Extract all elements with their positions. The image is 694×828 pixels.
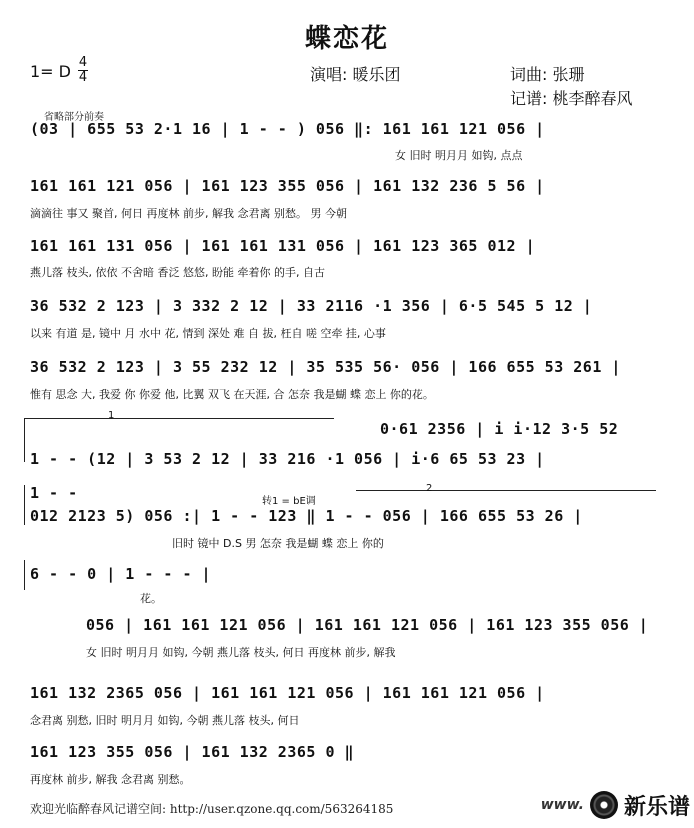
record-icon [590, 791, 618, 819]
notation-line: 161 123 355 056 | 161 132 2365 0 ‖ [30, 743, 355, 761]
lyric-line: 女 旧时 明月月 如钩, 今朝 燕儿落 枝头, 何日 再度林 前步, 解我 [86, 646, 396, 659]
time-signature [78, 56, 88, 85]
lyric-line: 旧时 镜中 D.S 男 怎奈 我是蝴 蝶 恋上 你的 [172, 537, 384, 550]
system-bracket [24, 560, 25, 590]
lyric-line: 念君离 别愁, 旧时 明月月 如钩, 今朝 燕儿落 枝头, 何日 [30, 714, 300, 727]
singer-credit: 演唱: 暖乐团 [310, 65, 401, 84]
notation-line: 012 2123 5) 056 :| 1 - - 123 ‖ 1 - - 056 | 166 655 53 26 | [30, 507, 583, 525]
notation-line: 1 - - (12 | 3 53 2 12 | 33 216 ·1 056 | i·6 65 53 23 | [30, 450, 545, 468]
key-signature: 1= D [30, 62, 71, 81]
notation-line: 0·61 2356 | i i·12 3·5 52 [380, 420, 619, 438]
lyric-line: 以来 有道 是, 镜中 月 水中 花, 情到 深处 难 自 拔, 枉自 嗟 空牵 挂, 心事 [30, 327, 386, 340]
intro-note: 省略部分前奏 [44, 112, 104, 123]
notation-line: 056 | 161 161 121 056 | 161 161 121 056 | 161 123 355 056 | [86, 616, 649, 634]
volta-number: 1 [108, 410, 115, 421]
modulation-mark: 转1 = bE调 [262, 496, 316, 507]
song-title: 蝶恋花 [304, 24, 389, 54]
notation-line: 36 532 2 123 | 3 332 2 12 | 33 2116 ·1 356 | 6·5 545 5 12 | [30, 297, 593, 315]
volta-bracket [24, 418, 334, 419]
footer-text: 欢迎光临醉春风记谱空间: http://user.qzone.qq.com/563264185 [30, 802, 394, 816]
system-bracket [24, 485, 25, 525]
lyric-line: 惟有 思念 大, 我爱 你 你爱 他, 比翼 双飞 在天涯, 合 怎奈 我是蝴 蝶 恋上 你的花。 [30, 388, 434, 401]
transcriber-credit: 记谱: 桃李醉春风 [510, 89, 633, 108]
lyric-line: 女 旧时 明月月 如钩, 点点 [395, 149, 523, 162]
composer-credit: 词曲: 张珊 [510, 65, 585, 84]
logo-text: 新乐谱 [623, 794, 690, 820]
notation-line: 36 532 2 123 | 3 55 232 12 | 35 535 56· 056 | 166 655 53 261 | [30, 358, 621, 376]
volta-number: 2 [426, 483, 433, 494]
time-signature-bottom: 4 [78, 70, 88, 85]
lyric-line: 再度林 前步, 解我 念君离 别愁。 [30, 773, 191, 786]
time-signature-top: 4 [78, 55, 88, 70]
system-bracket [24, 418, 25, 462]
notation-line: 161 161 121 056 | 161 123 355 056 | 161 132 236 5 56 | [30, 177, 545, 195]
notation-line: 161 132 2365 056 | 161 161 121 056 | 161 161 121 056 | [30, 684, 545, 702]
lyric-line: 滴滴往 事又 聚首, 何日 再度林 前步, 解我 念君离 别愁。 男 今朝 [30, 207, 347, 220]
notation-line: 6 - - 0 | 1 - - - | [30, 565, 212, 583]
lyric-line: 燕儿落 枝头, 依依 不舍暗 香泛 悠悠, 盼能 牵着你 的手, 自古 [30, 266, 325, 279]
volta-bracket [356, 490, 656, 491]
notation-line: 161 161 131 056 | 161 161 131 056 | 161 123 365 012 | [30, 237, 536, 255]
site-logo [541, 788, 690, 822]
lyric-line: 花。 [140, 592, 162, 605]
notation-line: 1 - - [30, 484, 78, 502]
notation-line: (03 | 655 53 2·1 16 | 1 - - ) 056 ‖: 161 161 121 056 | [30, 120, 545, 138]
logo-prefix: www. [540, 797, 584, 813]
